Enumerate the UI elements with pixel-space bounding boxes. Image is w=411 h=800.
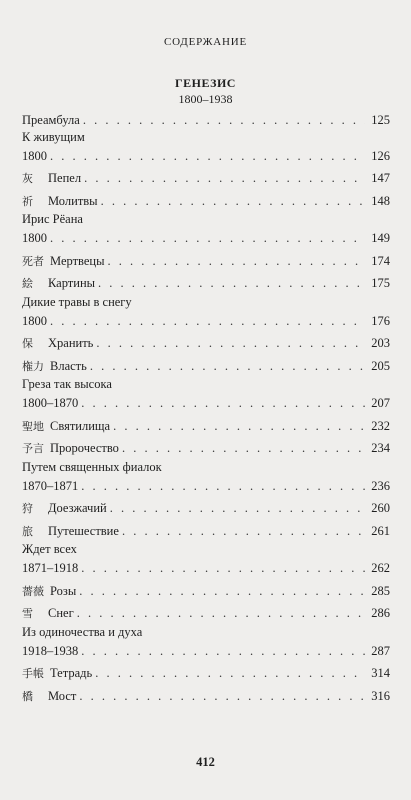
toc-chapter-label: Из одиночества и духа [22,624,143,639]
toc-entry-page: 262 [371,561,390,575]
toc-chapter-label: Путем священных фиалок [22,459,162,474]
dot-leader [90,355,365,378]
toc-chapter-title [22,377,390,392]
dot-leader [96,332,365,355]
page-header: СОДЕРЖАНИЕ [163,36,248,48]
toc-entry-kanji: 手帳 [22,667,44,680]
toc-entry-page: 286 [371,606,390,620]
dot-leader [81,640,365,663]
toc-entry-label: Мертвецы [50,253,105,268]
toc-chapter-label: Ирис Рёана [22,212,83,226]
toc-entry-label: 1800–1870 [22,396,79,410]
toc-entry [22,640,390,663]
dot-leader [84,167,365,190]
toc-entry [22,167,390,190]
toc-chapter-title [22,212,390,227]
dot-leader [101,190,365,213]
toc-entry [22,190,390,213]
toc-entry [22,310,390,333]
toc-entry [22,355,390,378]
toc-entry-kanji: 狩 [22,502,33,515]
dot-leader [95,662,365,685]
toc-entry-label: Доезжачий [48,501,107,515]
toc-entry [22,602,390,625]
toc-entry-label: Молитвы [48,193,98,208]
toc-entry-page: 314 [371,666,390,680]
toc-chapter-title [22,130,390,145]
toc-entry-kanji: 権力 [22,359,44,373]
section-years: 1800–1938 [178,92,233,106]
toc-entry-kanji: 旅 [22,524,33,538]
toc-entry-kanji: 雪 [22,607,33,620]
toc-entry-label: Снег [48,606,74,620]
toc-entry-page: 261 [371,523,390,538]
toc-entry-page: 287 [371,643,390,658]
toc-entry-kanji: 橋 [22,689,33,703]
table-of-contents [22,112,390,707]
dot-leader [110,497,365,520]
toc-entry-page: 205 [371,358,390,373]
page-number: 412 [196,755,215,769]
dot-leader [122,437,365,460]
toc-entry [22,685,390,708]
toc-entry-label: Тетрадь [50,666,93,680]
dot-leader [77,602,365,625]
dot-leader [122,520,365,543]
toc-entry-page: 126 [371,148,390,163]
toc-chapter-label: Греза так высока [22,377,112,391]
toc-entry-label: 1870–1871 [22,478,79,493]
toc-entry-label: 1918–1938 [22,643,79,658]
toc-entry [22,497,390,520]
toc-entry-page: 285 [371,583,390,598]
toc-entry-label: Пепел [48,171,82,185]
toc-entry-page: 148 [371,193,390,208]
toc-entry-page: 207 [371,396,390,410]
dot-leader [50,145,365,168]
toc-entry-page: 203 [371,336,390,350]
toc-entry-page: 147 [371,171,390,185]
toc-chapter-label: Дикие травы в снегу [22,294,132,309]
toc-chapter-title [22,542,390,557]
toc-chapter-title [22,460,390,475]
toc-entry [22,227,390,250]
toc-chapter-label: К живущим [22,129,85,144]
dot-leader [81,392,365,415]
toc-entry-label: Мост [48,688,77,703]
dot-leader [79,685,365,708]
toc-entry-kanji: 祈 [22,194,33,208]
toc-entry-label: Хранить [48,336,94,350]
toc-entry-page: 175 [371,276,390,290]
toc-entry-label: 1800 [22,231,47,245]
toc-entry-page: 149 [371,231,390,245]
toc-entry-label: Картины [48,276,96,290]
toc-entry-page: 174 [371,253,390,268]
toc-entry-kanji: 予言 [22,442,44,455]
toc-entry-label: 1800 [22,148,47,163]
dot-leader [81,557,365,580]
toc-chapter-label: Ждет всех [22,542,77,556]
toc-entry-page: 260 [371,501,390,515]
toc-entry [22,250,390,273]
toc-entry-kanji: 保 [22,337,33,350]
toc-entry [22,520,390,543]
dot-leader [113,415,365,438]
toc-entry [22,145,390,168]
dot-leader [50,227,365,250]
toc-entry-kanji: 絵 [22,277,33,290]
toc-entry [22,437,390,460]
toc-chapter-title [22,625,390,640]
toc-entry [22,332,390,355]
section-title: ГЕНЕЗИС [175,76,236,90]
toc-entry-label: Розы [50,583,77,598]
toc-entry-label: 1871–1918 [22,561,79,575]
toc-entry-page: 236 [371,478,390,493]
toc-entry [22,112,390,130]
toc-entry [22,580,390,603]
toc-entry-page: 176 [371,313,390,328]
toc-entry-page: 125 [371,113,390,127]
toc-entry [22,475,390,498]
toc-entry-page: 234 [371,441,390,455]
toc-entry-page: 232 [371,418,390,433]
toc-entry-kanji: 聖地 [22,419,44,433]
toc-entry [22,392,390,415]
toc-entry-kanji: 薔薇 [22,584,44,598]
dot-leader [108,250,365,273]
dot-leader [81,475,365,498]
toc-entry [22,662,390,685]
toc-entry-label: Преамбула [22,113,80,127]
toc-entry-label: Святилища [50,418,111,433]
toc-entry-label: Путешествие [48,523,119,538]
dot-leader [83,112,365,130]
dot-leader [98,272,365,295]
toc-entry-label: Власть [50,358,87,373]
toc-entry [22,272,390,295]
toc-entry-kanji: 死者 [22,254,44,268]
toc-entry-label: Пророчество [50,441,119,455]
toc-entry [22,557,390,580]
dot-leader [79,580,365,603]
toc-chapter-title [22,295,390,310]
toc-entry [22,415,390,438]
toc-entry-kanji: 灰 [22,172,33,185]
toc-entry-page: 316 [371,688,390,703]
toc-entry-label: 1800 [22,313,47,328]
dot-leader [50,310,365,333]
